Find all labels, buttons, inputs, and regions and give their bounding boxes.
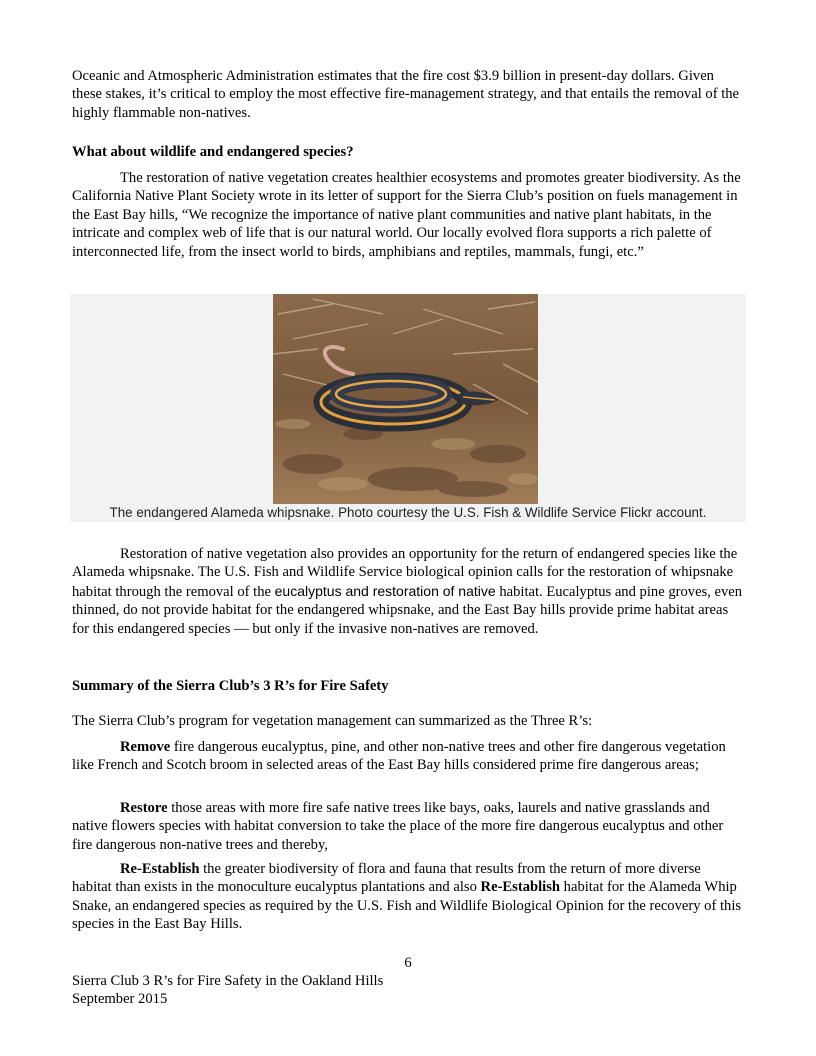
wildlife-paragraph: The restoration of native vegetation creates healthier ecosystems and promotes greater biodiversity. As the California Native Plant Society wrote in its letter of support for the Sierra Club’s position on fuels management in the East Bay hills, “We recognize the importance of native plant communities and native plant habitats, in the intricate and complex web of life that is our natural world. Our locally evolved flora supports a rich palette of interconnected life, from the insect world to birds, amphibians and reptiles, mammals, fungi, etc.”	[72, 170, 741, 260]
reestablish-text-b: habitat for the Alameda Whip Snake, an endangered species as required by the U.S. Fish and Wildlife Biological Opinion for the recovery of this species in the East Bay Hills.	[72, 879, 742, 933]
intro-paragraph: Oceanic and Atmospheric Administration estimates that the fire cost $3.9 billion in present-day dollars. Given these stakes, it’s critical to employ the most effective fire-management strategy, and that entails the removal of the highly flammable non-natives.	[72, 68, 740, 121]
summary-heading: Summary of the Sierra Club’s 3 R’s for Fire Safety	[72, 678, 389, 694]
summary-intro: The Sierra Club’s program for vegetation management can summarized as the Three R’s:	[72, 713, 593, 729]
footer	[72, 973, 744, 1008]
page-number: 6	[404, 955, 412, 971]
remove-label: Remove	[120, 739, 171, 755]
restore-paragraph	[72, 799, 744, 854]
remove-paragraph	[72, 738, 744, 775]
reestablish-text-a: the greater biodiversity of flora and fauna that results from the return of more diverse habitat than exists in the monoculture eucalyptus plantations and also	[72, 861, 701, 896]
restoration-paragraph	[72, 545, 744, 638]
reestablish-label-2: Re-Establish	[480, 879, 561, 896]
restoration-text-c: habitat. Eucalyptus and pine groves, even thinned, do not provide habitat for the endangered whipsnake, and the East Bay hills provide prime habitat areas for this endangered species — but only if the invasive non-natives are removed.	[72, 583, 743, 637]
footer-date: September 2015	[72, 990, 168, 1007]
restore-label: Restore	[120, 800, 168, 816]
reestablish-paragraph	[72, 860, 744, 934]
restoration-text-a: Restoration of native vegetation also provides an opportunity for the return of endangered species like the Alameda whipsnake. The U.S. Fish and Wildlife Service biological opinion calls for the restoration of whipsnake habitat through the removal of the	[72, 546, 738, 600]
wildlife-heading: What about wildlife and endangered species?	[72, 144, 354, 160]
whipsnake-figure	[70, 294, 746, 522]
whipsnake-photo	[273, 294, 538, 504]
remove-text: fire dangerous eucalyptus, pine, and other non-native trees and other fire dangerous vegetation like French and Scotch broom in selected areas of the East Bay hills considered prime fire dangerous areas;	[72, 739, 726, 774]
footer-title: Sierra Club 3 R’s for Fire Safety in the Oakland Hills	[72, 973, 384, 989]
figure-caption: The endangered Alameda whipsnake. Photo courtesy the U.S. Fish & Wildlife Service Flickr account.	[109, 505, 707, 520]
restore-text: those areas with more fire safe native trees like bays, oaks, laurels and native grasslands and native flowers species with habitat conversion to take the place of the more fire dangerous eucalyptus and other fire dangerous non-native trees and thereby,	[72, 800, 724, 853]
reestablish-label: Re-Establish	[120, 861, 200, 877]
restoration-text-b: eucalyptus and restoration of native	[274, 582, 496, 599]
